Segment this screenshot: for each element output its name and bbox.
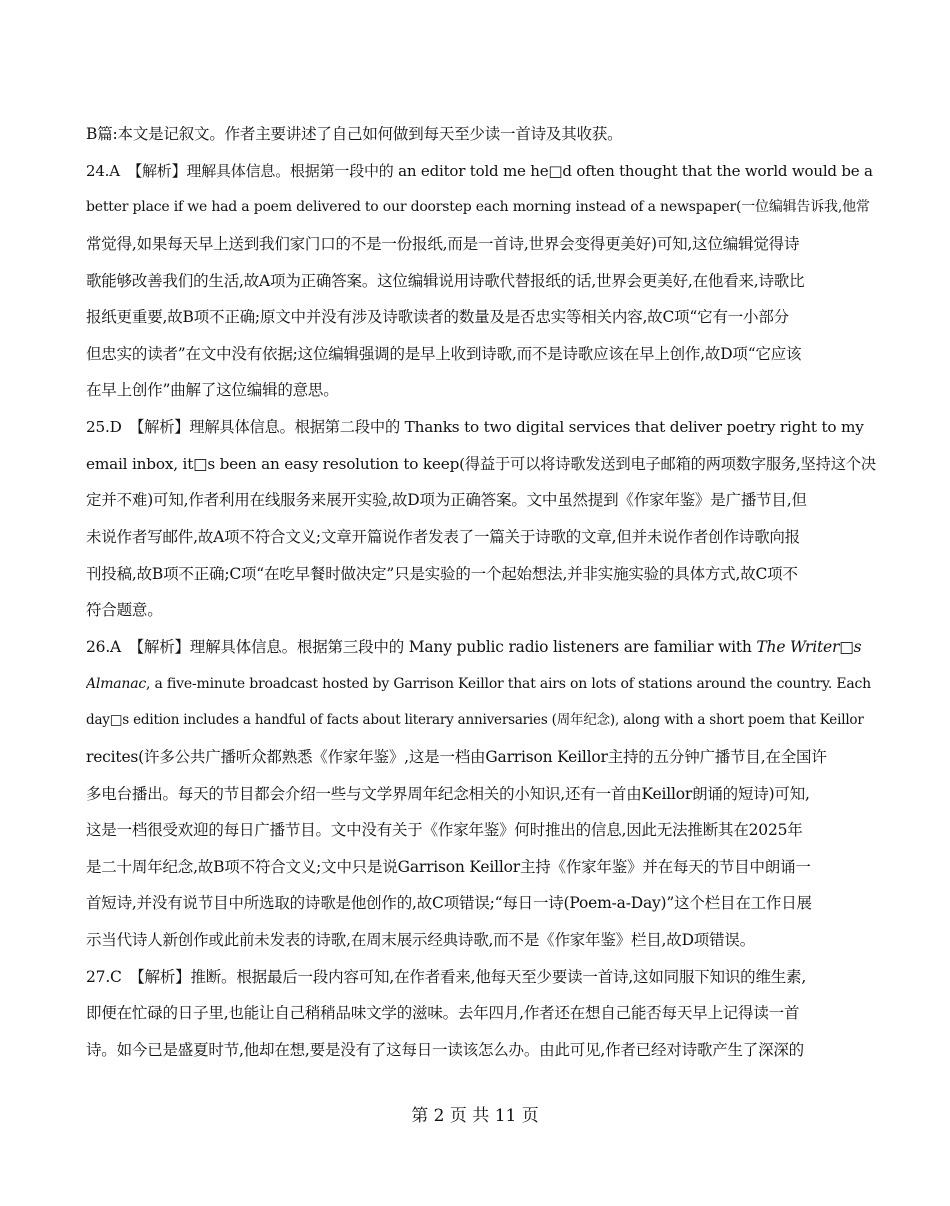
text-span: , a five-minute broadcast hosted by Garrison Keillor that airs on lots of stations around the country. Each [146,675,871,692]
text-line: 刊投稿,故B项不正确;C项“在吃早餐时做决定”只是实验的一个起始想法,并非实施实验的具体方式,故C项不 [86,564,798,583]
text-line: 诗。如今已是盛夏时节,他却在想,要是没有了这每日一读该怎么办。由此可见,作者已经对诗歌产生了深深的 [86,1041,804,1060]
text-line: 即便在忙碌的日子里,也能让自己稍稍品味文学的滋味。去年四月,作者还在想自己能否每天早上记得读一首 [86,1004,800,1023]
text-line: 25.D 【解析】理解具体信息。根据第二段中的 Thanks to two digital services that deliver poetry right to my [86,418,864,437]
text-line: 歌能够改善我们的生活,故A项为正确答案。这位编辑说用诗歌代替报纸的话,世界会更美好,在他看来,诗歌比 [86,271,805,290]
text-line: 常觉得,如果每天早上送到我们家门口的不是一份报纸,而是一首诗,世界会变得更美好)可知,这位编辑觉得诗 [86,234,800,253]
text-line: 是二十周年纪念,故B项不符合文义;文中只是说Garrison Keillor主持《作家年鉴》并在每天的节目中朗诵一 [86,857,811,876]
text-span: 26.A 【解析】理解具体信息。根据第三段中的 Many public radio listeners are familiar with [86,637,757,656]
text-line: better place if we had a poem delivered to our doorstep each morning instead of a newspaper(一位编辑告诉我,他常 [86,199,870,216]
text-line: email inbox, it□s been an easy resolution to keep(得益于可以将诗歌发送到电子邮箱的两项数字服务,坚持这个决 [86,454,876,473]
book-title-italic: The Writer□s [756,637,862,656]
text-line: day□s edition includes a handful of facts about literary anniversaries (周年纪念), along with a short poem that Keillor [86,712,864,729]
text-line: 多电台播出。每天的节目都会介绍一些与文学界周年纪念相关的小知识,还有一首由Keillor朗诵的短诗)可知, [86,784,810,803]
text-line: 在早上创作”曲解了这位编辑的意思。 [86,381,339,400]
text-line: 24.A 【解析】理解具体信息。根据第一段中的 an editor told me he□d often thought that the world would be a [86,161,873,180]
text-line: B篇:本文是记叙文。作者主要讲述了自己如何做到每天至少读一首诗及其收获。 [86,125,623,143]
text-line: 定并不难)可知,作者利用在线服务来展开实验,故D项为正确答案。文中虽然提到《作家年鉴》是广播节目,但 [86,491,807,510]
text-line [86,629,876,666]
text-line: 27.C 【解析】推断。根据最后一段内容可知,在作者看来,他每天至少要读一首诗,这如同服下知识的维生素, [86,967,807,986]
document-body [86,116,876,1069]
text-line: 这是一档很受欢迎的每日广播节目。文中没有关于《作家年鉴》何时推出的信息,因此无法推断其在2025年 [86,821,803,840]
text-line: 符合题意。 [86,601,163,620]
text-line [86,666,876,703]
text-line: recites(许多公共广播听众都熟悉《作家年鉴》,这是一档由Garrison Keillor主持的五分钟广播节目,在全国许 [86,747,827,766]
text-line: 未说作者写邮件,故A项不符合文义;文章开篇说作者发表了一篇关于诗歌的文章,但并未说作者创作诗歌向报 [86,528,800,547]
page-number-footer: 第 2 页 共 11 页 [411,1106,539,1126]
text-line: 但忠实的读者”在文中没有依据;这位编辑强调的是早上收到诗歌,而不是诗歌应该在早上创作,故D项“它应该 [86,344,802,363]
text-line: 首短诗,并没有说节目中所选取的诗歌是他创作的,故C项错误;“每日一诗(Poem-a-Day)”这个栏目在工作日展 [86,894,812,913]
text-line: 报纸更重要,故B项不正确;原文中并没有涉及诗歌读者的数量及是否忠实等相关内容,故C项“它有一小部分 [86,308,789,327]
text-line: 示当代诗人新创作或此前未发表的诗歌,在周末展示经典诗歌,而不是《作家年鉴》栏目,故D项错误。 [86,931,756,950]
book-title-italic: Almanac [86,675,147,692]
